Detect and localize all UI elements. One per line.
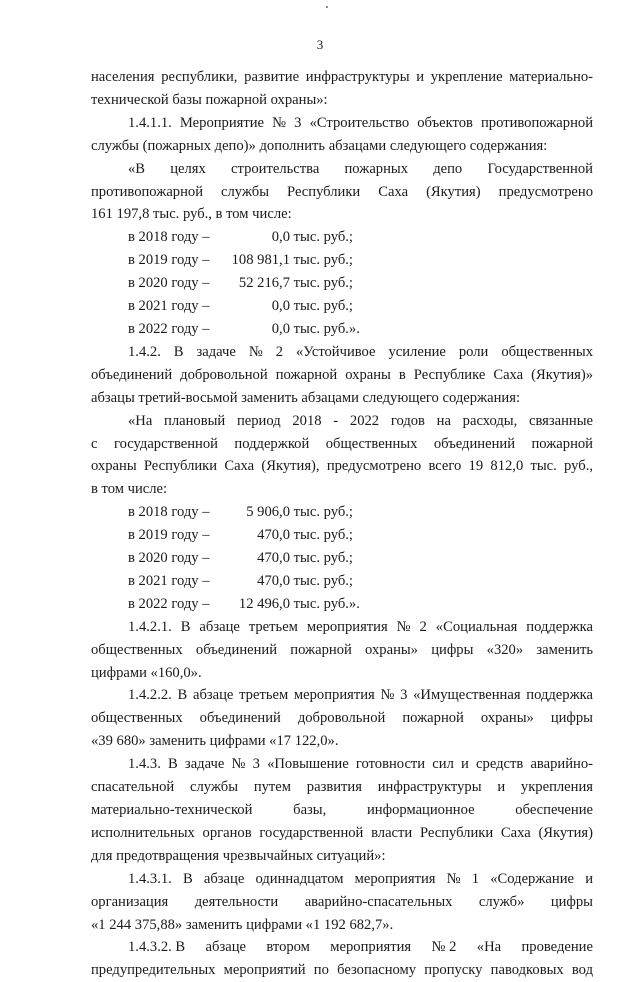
- text-line: для предотвращения чрезвычайных ситуаций»:: [91, 847, 386, 864]
- funding-list-2: [91, 501, 593, 616]
- scan-speck: [326, 6, 328, 8]
- text-line-justified: организация деятельности аварийно-спасательных служб» цифры: [91, 893, 593, 910]
- funding-row: в 2019 году – 108 981,1 тыс. руб.;: [128, 252, 353, 269]
- text-line: «39 680» заменить цифрами «17 122,0».: [91, 733, 339, 750]
- paragraph-1-4-3: 1.4.3. В задаче № 3 «Повышение готовности сил и средств аварийно-: [128, 756, 593, 773]
- text-line: службы (пожарных депо)» дополнить абзацами следующего содержания:: [91, 137, 548, 154]
- funding-row: в 2019 году – 470,0 тыс. руб.;: [128, 527, 353, 544]
- funding-row: в 2021 году – 0,0 тыс. руб.;: [128, 298, 353, 315]
- text-line-justified: «В целях строительства пожарных депо Государственной: [128, 160, 593, 177]
- text-line: спасательной службы путем развития инфраструктуры и укрепления: [91, 779, 593, 796]
- funding-row: в 2021 году – 470,0 тыс. руб.;: [128, 572, 353, 589]
- page-number: 3: [316, 37, 324, 52]
- funding-row: в 2020 году – 470,0 тыс. руб.;: [128, 550, 353, 567]
- text-line-justified: материально-технической базы, информационное обеспечение: [91, 802, 593, 818]
- text-line: в том числе:: [91, 481, 168, 498]
- text-line-justified: «На плановый период 2018 - 2022 годов на расходы, связанные: [128, 412, 593, 429]
- paragraph-1-4-2: 1.4.2. В задаче № 2 «Устойчивое усиление роли общественных: [128, 343, 593, 360]
- text-line: с государственной поддержкой общественных объединений пожарной: [91, 435, 593, 452]
- paragraph-1-4-2-2: 1.4.2.2. В абзаце третьем мероприятия № 3 «Имущественная поддержка: [128, 687, 593, 704]
- text-line: абзацы третий-восьмой заменить абзацами следующего содержания:: [91, 389, 521, 406]
- paragraph-1-4-3-2: 1.4.3.2. В абзаце втором мероприятия № 2 «На проведение: [128, 939, 593, 956]
- funding-row: в 2022 году – 12 496,0 тыс. руб.».: [128, 595, 360, 612]
- funding-row: в 2018 году – 5 906,0 тыс. руб.;: [128, 504, 353, 521]
- text-line: охраны Республики Саха (Якутия), предусмотрено всего 19 812,0 тыс. руб.,: [91, 458, 593, 475]
- funding-row: в 2022 году – 0,0 тыс. руб.».: [128, 320, 360, 337]
- text-line: технической базы пожарной охраны»:: [91, 91, 328, 108]
- text-line: исполнительных органов государственной власти Республики Саха (Якутия): [91, 824, 593, 841]
- funding-row: в 2018 году – 0,0 тыс. руб.;: [128, 229, 353, 246]
- paragraph-1-4-1-1: 1.4.1.1. Мероприятие № 3 «Строительство объектов противопожарной: [128, 114, 593, 131]
- text-line: населения республики, развитие инфраструктуры и укрепление материально-: [91, 69, 593, 85]
- text-line: объединений добровольной пожарной охраны в Республике Саха (Якутия)»: [91, 366, 593, 383]
- text-line: предупредительных мероприятий по безопасному пропуску паводковых вод: [91, 962, 593, 979]
- funding-list-1: [91, 226, 593, 341]
- text-line: «1 244 375,88» заменить цифрами «1 192 682,7».: [91, 916, 394, 933]
- text-line: общественных объединений добровольной пожарной охраны» цифры: [91, 710, 593, 727]
- document-body: [91, 66, 593, 982]
- text-line: цифрами «160,0».: [91, 664, 202, 681]
- text-line: общественных объединений пожарной охраны» цифры «320» заменить: [91, 641, 593, 658]
- funding-row: в 2020 году – 52 216,7 тыс. руб.;: [128, 275, 353, 292]
- paragraph-1-4-3-1: 1.4.3.1. В абзаце одиннадцатом мероприятия № 1 «Содержание и: [128, 870, 593, 887]
- text-line: 161 197,8 тыс. руб., в том числе:: [91, 206, 292, 223]
- paragraph-1-4-2-1: 1.4.2.1. В абзаце третьем мероприятия № 2 «Социальная поддержка: [128, 618, 593, 635]
- text-line: противопожарной службы Республики Саха (Якутия) предусмотрено: [91, 183, 593, 200]
